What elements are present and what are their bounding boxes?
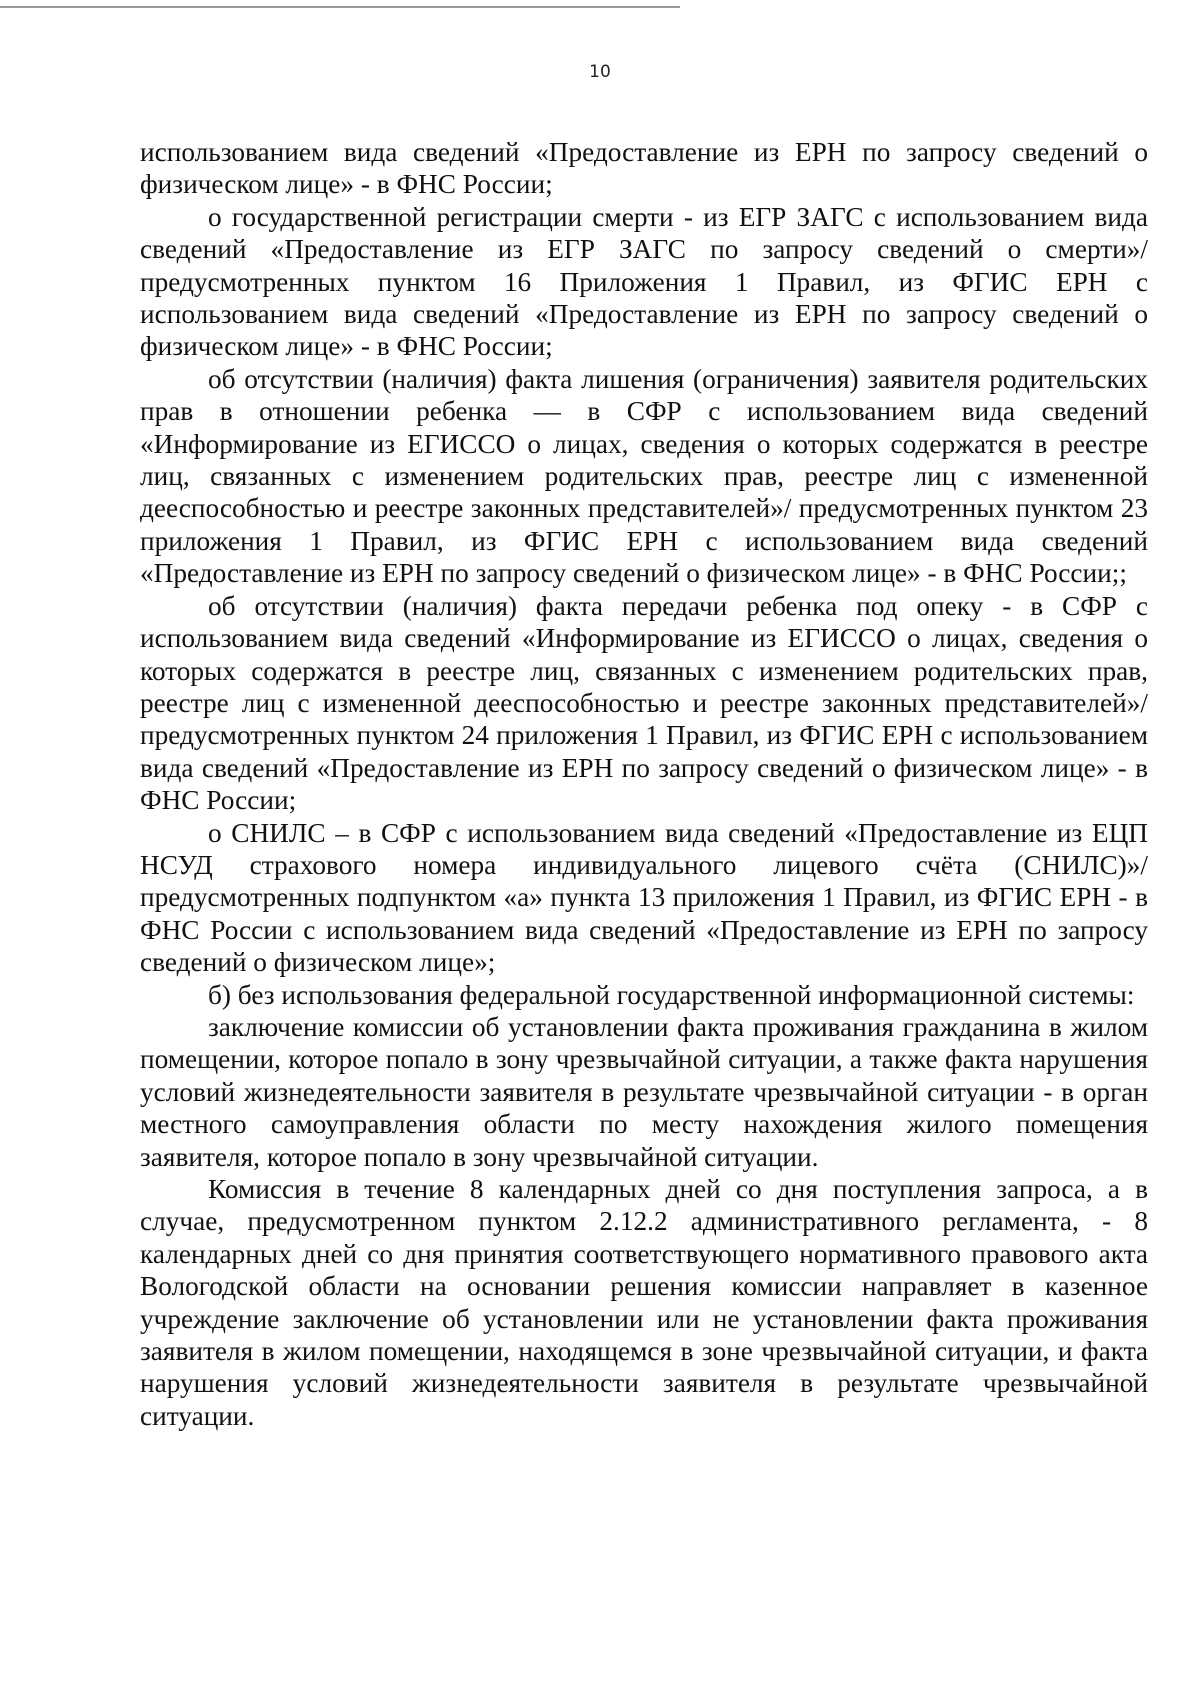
page-number: 10 bbox=[589, 62, 611, 82]
paragraph-snils: о СНИЛС – в СФР с использованием вида сведений «Предоставление из ЕЦП НСУД страхового номера индивидуального лицевого счёта (СНИЛС)»/ предусмотренных подпунктом «а» пункта 13 приложения 1 Правил, из ФГИС ЕРН - в ФНС России с использованием вида сведений «Предоставление из ЕРН по запросу сведений о физическом лице»; bbox=[140, 817, 1148, 978]
paragraph-continuation: использованием вида сведений «Предоставление из ЕРН по запросу сведений о физическом лице» - в ФНС России; bbox=[140, 137, 1148, 200]
paragraph-without-system: б) без использования федеральной государственной информационной системы: bbox=[208, 979, 1135, 1010]
top-rule bbox=[0, 6, 680, 8]
paragraph-commission-deadline: Комиссия в течение 8 календарных дней со дня поступления запроса, а в случае, предусмотренном пунктом 2.12.2 административного регламента, - 8 календарных дней со дня принятия соответствующего нормативного правового акта Вологодской области на основании решения комиссии направляет в казенное учреждение заключение об установлении или не установлении факта проживания заявителя в жилом помещении, находящемся в зоне чрезвычайной ситуации, и факта нарушения условий жизнедеятельности заявителя в результате чрезвычайной ситуации. bbox=[140, 1174, 1148, 1431]
paragraph-commission-conclusion: заключение комиссии об установлении факта проживания гражданина в жилом помещении, которое попало в зону чрезвычайной ситуации, а также факта нарушения условий жизнедеятельности заявителя в результате чрезвычайной ситуации - в орган местного самоуправления области по месту нахождения жилого помещения заявителя, которое попало в зону чрезвычайной ситуации. bbox=[140, 1011, 1148, 1172]
paragraph-death-registration: о государственной регистрации смерти - из ЕГР ЗАГС с использованием вида сведений «Предоставление из ЕГР ЗАГС по запросу сведений о смерти»/ предусмотренных пунктом 16 Приложения 1 Правил, из ФГИС ЕРН с использованием вида сведений «Предоставление из ЕРН по запросу сведений о физическом лице» - в ФНС России; bbox=[140, 201, 1148, 362]
paragraph-guardianship: об отсутствии (наличия) факта передачи ребенка под опеку - в СФР с использованием вида сведений «Информирование из ЕГИССО о лицах, сведения о которых содержатся в реестре лиц, связанных с изменением родительских прав, реестре лиц с измененной дееспособностью и реестре законных представителей»/предусмотренных пунктом 24 приложения 1 Правил, из ФГИС ЕРН с использованием вида сведений «Предоставление из ЕРН по запросу сведений о физическом лице» - в ФНС России; bbox=[140, 590, 1148, 816]
document-body bbox=[140, 136, 1148, 1432]
paragraph-parental-rights: об отсутствии (наличия) факта лишения (ограничения) заявителя родительских прав в отношении ребенка –– в СФР с использованием вида сведений «Информирование из ЕГИССО о лицах, сведения о которых содержатся в реестре лиц, связанных с изменением родительских прав, реестре лиц с измененной дееспособностью и реестре законных представителей»/ предусмотренных пунктом 23 приложения 1 Правил, из ФГИС ЕРН с использованием вида сведений «Предоставление из ЕРН по запросу сведений о физическом лице» - в ФНС России;; bbox=[140, 363, 1148, 589]
